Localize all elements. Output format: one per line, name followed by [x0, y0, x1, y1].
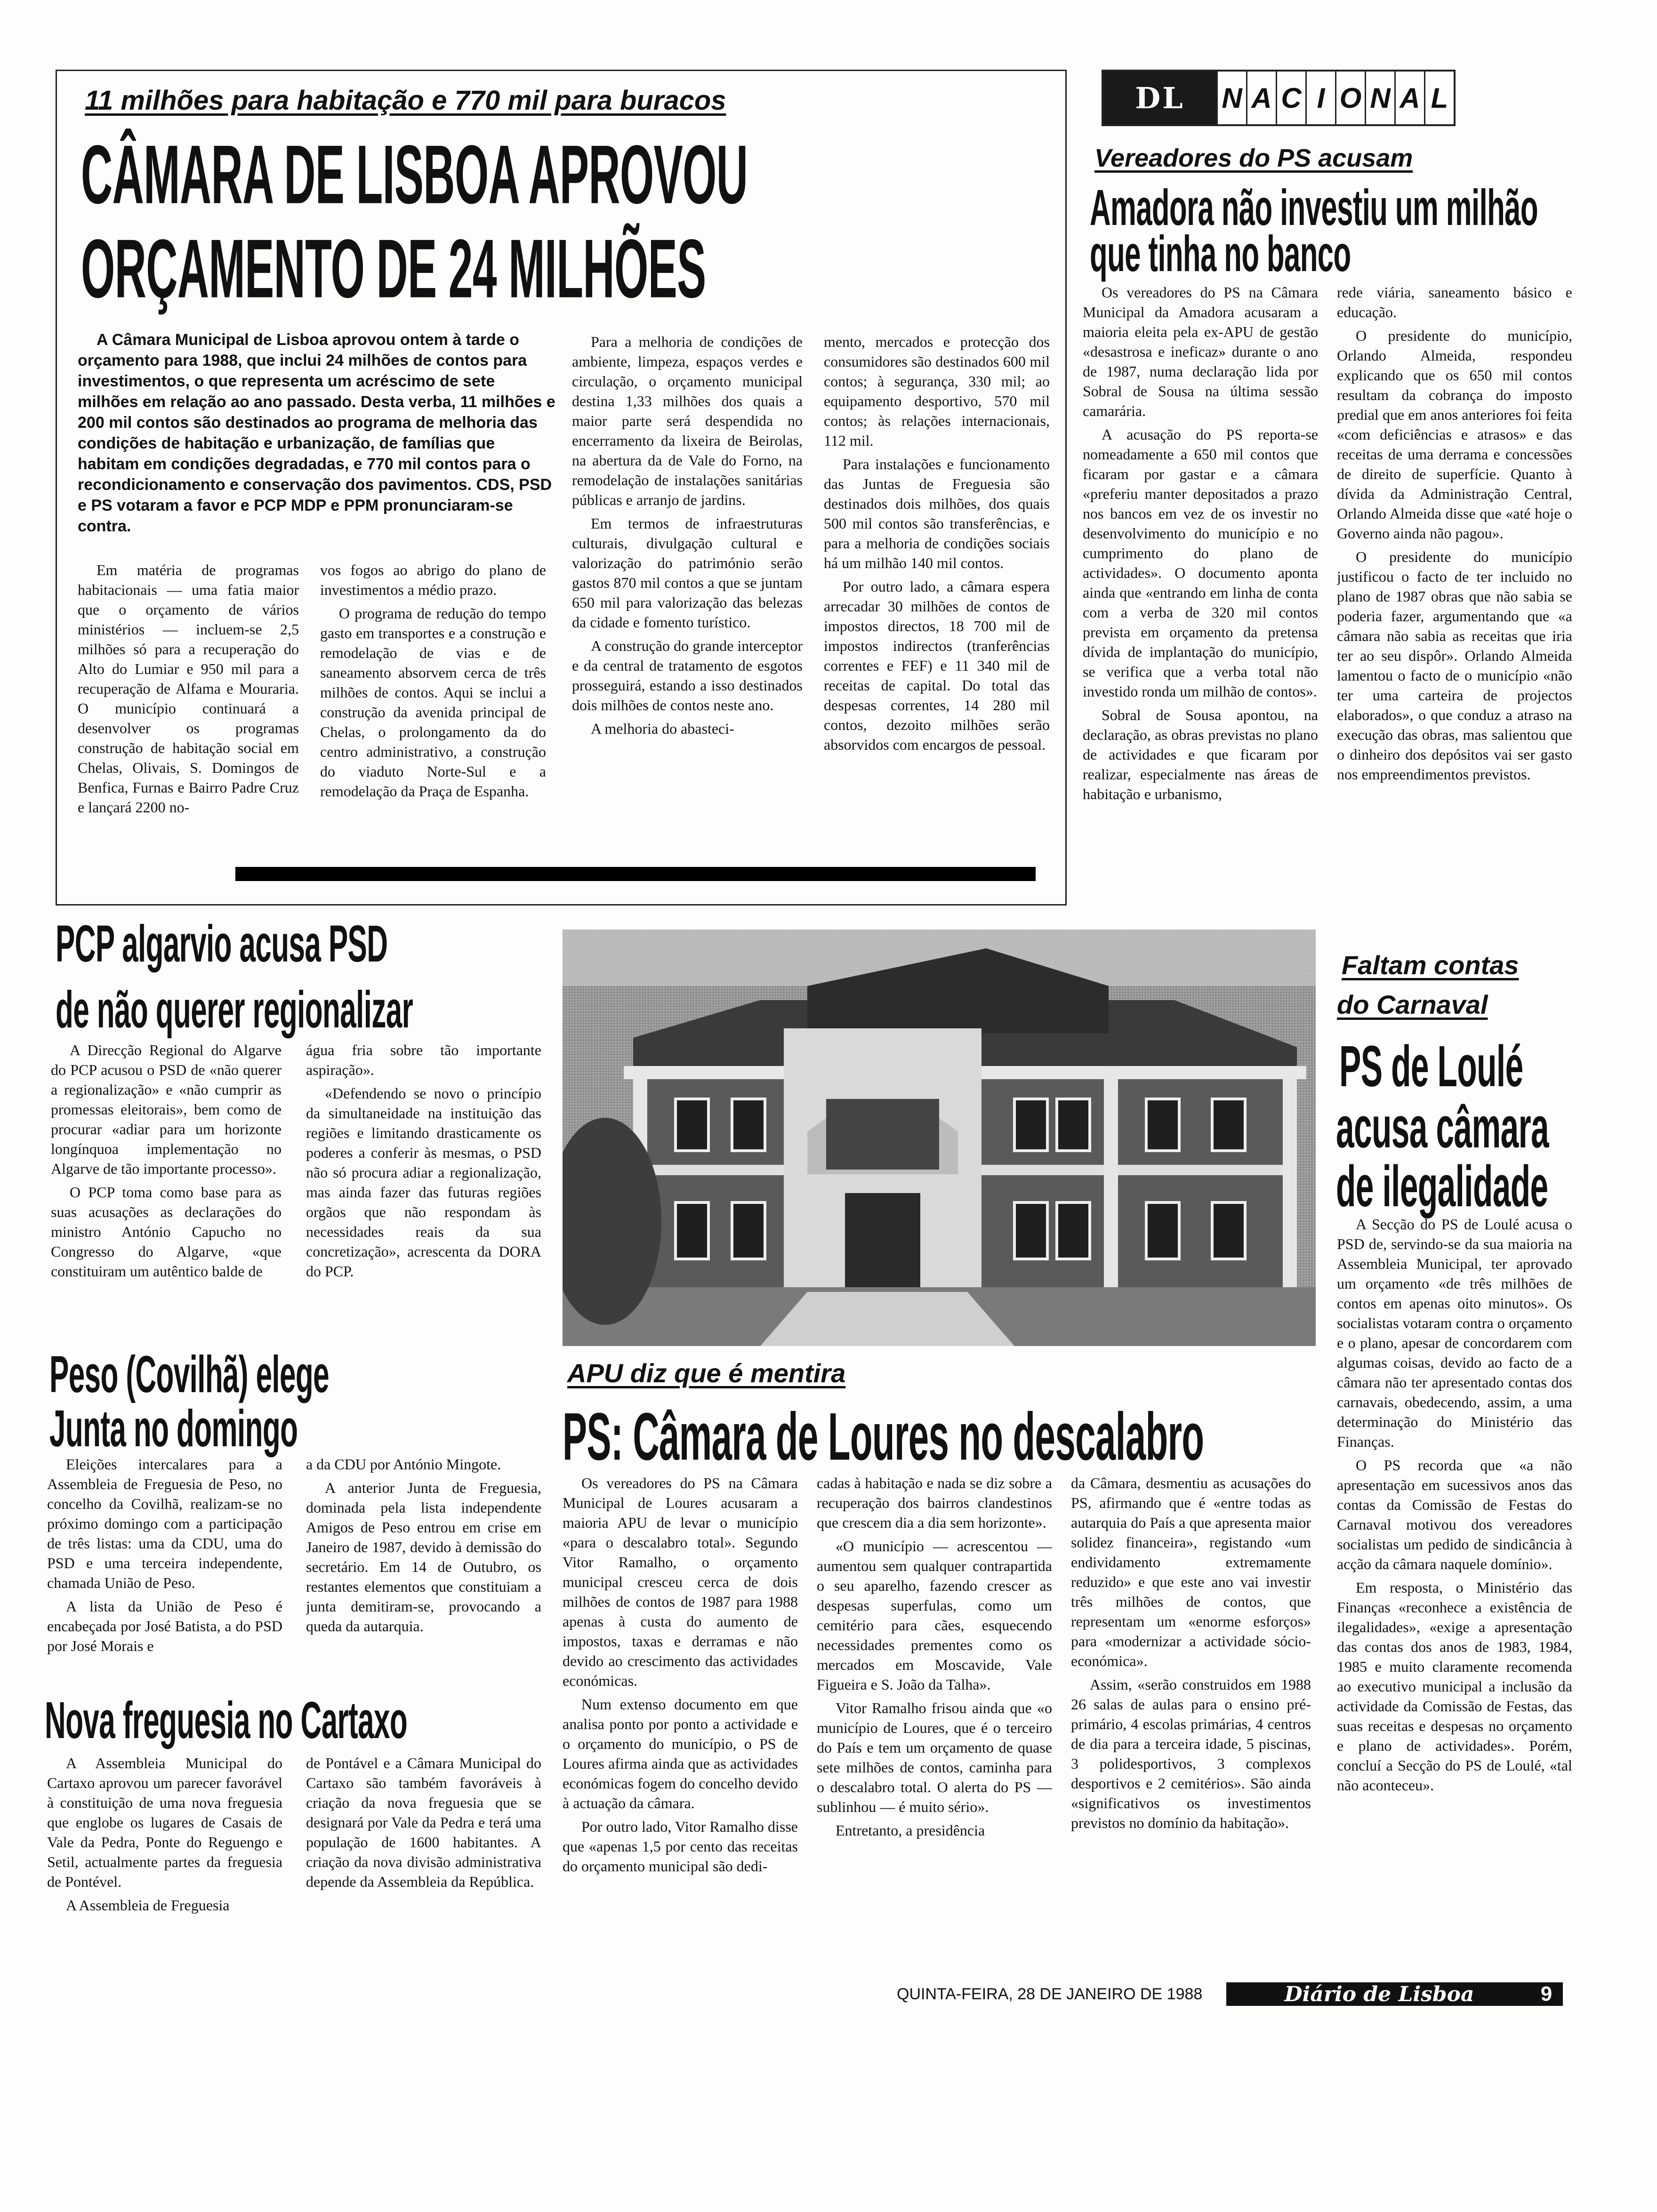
loures-col1-p1: Os vereadores do PS na Câmara Municipal de Loures acusaram a maioria APU de levar o município «para o descalabro total». Segundo Vitor Ramalho, o orçamento municipal cresceu cerca de dois milhões de contos de 1987 para 1988 apenas à custa do aumento de impostos, taxas e derramas e não devido ao crescimento das actividades económicas. [563, 1475, 798, 1689]
loule-headline-line1: PS de Loulé [1339, 1034, 1523, 1099]
covilha-column-1 [47, 1454, 282, 1685]
section-letter: O [1335, 72, 1365, 124]
covilha-col2-p2: A anterior Junta de Freguesia, dominada pela lista independente Amigos de Peso entrou em crise em Janeiro de 1987, devido à demissão do secretário. Em 14 de Outubro, os restantes elementos que constituiam a junta demitiram-se, provocando a queda da autarquia. [306, 1479, 541, 1635]
lisboa-col3-p2: Em termos de infraestruturas culturais, divulgação cultural e valorização do património serão gastos 870 mil contos a que se juntam 650 mil para valorização das belezas da cidade e fomento turístico. [572, 515, 803, 631]
section-name [1216, 72, 1454, 124]
covilha-col1-p1: Eleições intercalares para a Assembleia de Freguesia de Peso, no concelho da Covilhã, realizam-se no próximo domingo com a participação de três listas: uma da CDU, uma do PSD e uma terceira independente, chamada União de Peso. [47, 1456, 282, 1591]
footer-date: QUINTA-FEIRA, 28 DE JANEIRO DE 1988 [897, 1985, 1203, 2003]
loures-column-1 [563, 1473, 798, 1972]
lisboa-lead [78, 329, 558, 551]
loures-col2-p3: Vitor Ramalho frisou ainda que «o município de Loures, que é o terceiro do País e tem um orçamento de quase sete milhões de contos, caminha para o descalabro total. O alerta do PS — sublinhou — é muito sério». [817, 1699, 1052, 1815]
pcp-column-2 [306, 1040, 541, 1346]
amadora-col1-p2: A acusação do PS reporta-se nomeadamente a 650 mil contos que ficaram por gastar e a câmara «preferiu manter depositados a prazo nos bancos em vez de os investir no desenvolvimento do município e no cumprimento do plano de actividades». O documento aponta ainda que «entrando em linha de conta com a verba de 320 mil contos prevista em orçamento da pretensa dívida de implantação do município, se verifica que a verba total não investido ronda um milhão de contos». [1083, 426, 1318, 700]
lisboa-column-3 [572, 332, 803, 861]
lisboa-col4-p3: Por outro lado, a câmara espera arrecadar 30 milhões de contos de impostos directos, 18 700 mil de impostos indirectos (tranferências correntes e FEF) e 11 340 mil de receitas de capital. Do total das despesas correntes, 14 280 mil contos, dezoito milhões serão absorvidos com encargos de pessoal. [824, 578, 1050, 753]
loures-headline: PS: Câmara de Loures no descalabro [563, 1398, 1204, 1475]
loule-column [1337, 1214, 1572, 1972]
newspaper-logo: DL [1103, 72, 1216, 124]
pcp-col2-p1: água fria sobre tão importante aspiração». [306, 1042, 541, 1078]
section-header [1102, 70, 1456, 126]
loures-col2-p1: cadas à habitação e nada se diz sobre a recuperação dos bairros clandestinos que crescem dia a dia sem horizonte». [817, 1475, 1052, 1531]
lisboa-headline-line2: ORÇAMENTO DE 24 MILHÕES [81, 222, 706, 315]
loures-kicker: APU diz que é mentira [567, 1358, 846, 1388]
cartaxo-column-1 [47, 1753, 282, 1970]
pcp-headline-line1: PCP algarvio acusa PSD [56, 914, 388, 973]
lisboa-bottom-bar [235, 867, 1036, 881]
lisboa-headline-line1: CÂMARA DE LISBOA APROVOU [81, 128, 748, 221]
amadora-col2-p1: rede viária, saneamento básico e educação. [1337, 284, 1572, 321]
covilha-column-2 [306, 1454, 541, 1685]
section-letter: I [1305, 72, 1335, 124]
loures-building-photo [563, 930, 1316, 1346]
lisboa-col1-p1: Em matéria de programas habitacionais — uma fatia maior que o orçamento de vários ministérios — incluem-se 2,5 milhões só para a recuperação do Alto do Lumiar e 950 mil para a recuperação de Alfama e Mouraria. O município continuará a desenvolver os programas construção de habitação social em Chelas, Olivais, S. Domingos de Benfica, Furnas e Bairro Padre Cruz e lançará 2200 no- [78, 561, 299, 816]
covilha-headline-line2: Junta no domingo [49, 1399, 298, 1458]
amadora-kicker: Vereadores do PS acusam [1094, 144, 1413, 172]
lisboa-col3-p3: A construção do grande interceptor e da central de tratamento de esgotos prosseguirá, estando a isso destinados dois milhões de contos neste ano. [572, 637, 803, 713]
loule-kicker-line2: do Carnaval [1337, 990, 1488, 1019]
pcp-col1-p2: O PCP toma como base para as suas acusações as declarações do ministro António Capucho no Congresso do Algarve, «que constituiram um autêntico balde de [51, 1184, 282, 1280]
covilha-col2-p1: a da CDU por António Mingote. [306, 1456, 501, 1473]
lisboa-col2-p1: vos fogos ao abrigo do plano de investimentos a médio prazo. [320, 561, 546, 598]
cartaxo-col1-p1: A Assembleia Municipal do Cartaxo aprovou um parecer favorável à constituição de uma nova freguesia que englobe os lugares de Casais de Vale da Pedra, Ponte do Reguengo e Setil, actualmente partes da freguesia de Pontével. [47, 1755, 282, 1890]
loures-col2-p4: Entretanto, a presidência [836, 1822, 985, 1839]
loule-p3: Em resposta, o Ministério das Finanças «reconhece a existência de ilegalidades», «exige a apresentação das contas dos anos de 1983, 1984, 1985 e muito claramente recomenda ao executivo municipal a inclusão da actividade da Comissão de Festas, das suas receitas e despesas no orçamento e plano de actividades». Porém, concluí a Secção do PS de Loulé, «tal não aconteceu». [1337, 1579, 1572, 1794]
lisboa-column-1 [78, 560, 299, 861]
section-letter: N [1365, 72, 1394, 124]
loures-col3-p2: Assim, «serão construidos em 1988 26 salas de aulas para o ensino pré-primário, 4 escolas primárias, 4 centros de dia para a terceira idade, 5 piscinas, 3 polidesportivos, 3 complexos desportivos e 2 cemitérios». São ainda «significativos os investimentos previstos no domínio da habitação». [1071, 1676, 1311, 1831]
section-letter: N [1216, 72, 1246, 124]
loures-column-3 [1071, 1473, 1311, 1972]
covilha-col1-p2: A lista da União de Peso é encabeçada por José Batista, a do PSD por José Morais e [47, 1598, 282, 1654]
footer-newspaper-name: Diário de Lisboa [1226, 1982, 1532, 2006]
loures-column-2 [817, 1473, 1052, 1972]
amadora-column-2 [1337, 282, 1572, 927]
section-letter: A [1394, 72, 1424, 124]
lisboa-col3-p4: A melhoria do abasteci- [591, 720, 734, 737]
loule-headline-line3: de ilegalidade [1336, 1154, 1548, 1219]
cartaxo-headline: Nova freguesia no Cartaxo [45, 1691, 408, 1750]
lisboa-col2-p2: O programa de redução do tempo gasto em transportes e a construção e remodelação de vias e de saneamento absorvem cerca de três milhões de contos. Aqui se inclui a construção da avenida principal de Chelas, o prolongamento da do centro administrativo, a construção do viaduto Norte-Sul e a remodelação da Praça de Espanha. [320, 605, 546, 800]
amadora-headline-line2: que tinha no banco [1090, 225, 1351, 282]
cartaxo-col2-p1: de Pontável e a Câmara Municipal do Cartaxo são também favoráveis à criação da nova freguesia que se designará por Vale da Pedra e terá uma população de 1600 habitantes. A criação da nova divisão administrativa depende da Assembleia da República. [306, 1755, 541, 1890]
lisboa-column-2 [320, 560, 546, 861]
loures-col1-p3: Por outro lado, Vitor Ramalho disse que «apenas 1,5 por cento das receitas do orçamento municipal são dedi- [563, 1818, 798, 1875]
loule-p1: A Secção do PS de Loulé acusa o PSD de, servindo-se da sua maioria na Assembleia Municipal, ter aprovado um orçamento «de três milhões de contos em apenas oito minutos». Os socialistas votaram contra o orçamento e o plano, apesar de concordarem com algumas coisas, devido ao facto de a câmara não ter apresentado contas dos carnavais, obedecendo, assim, a uma determinação do Ministério das Finanças. [1337, 1216, 1572, 1450]
section-letter: C [1276, 72, 1305, 124]
lisboa-col4-p2: Para instalações e funcionamento das Juntas de Freguesia são destinados dois milhões, dos quais 500 mil contos são transferências, e para a melhoria de condições sociais há um milhão 140 mil contos. [824, 456, 1050, 571]
section-letter: L [1424, 72, 1454, 124]
lisboa-col4-p1: mento, mercados e protecção dos consumidores são destinados 600 mil contos; à segurança, 330 mil; ao equipamento desportivo, 570 mil contos; às relações internacionais, 112 mil. [824, 333, 1050, 449]
lisboa-col3-p1: Para a melhoria de condições de ambiente, limpeza, espaços verdes e circulação, o orçamento municipal destina 1,33 milhões dos quais a maior parte será despendida no encerramento da lixeira de Beirolas, na abertura da de Vale do Forno, na remodelação de instalações sanitárias públicas e arranjo de jardins. [572, 333, 803, 508]
amadora-col2-p3: O presidente do município justificou o facto de ter incluido no plano de 1987 obras que não sabia se poderia fazer, argumentando que «a câmara não sabia as receitas que iria ter ao seu dispôr». Orlando Almeida lamentou o facto de o município «não ter uma carteira de projectos elaborados», o que conduz a atraso na execução das obras, mas salientou que o dinheiro dos depósitos vai ser gasto nos empreendimentos previstos. [1337, 548, 1572, 783]
cartaxo-col1-p2: A Assembleia de Freguesia [66, 1897, 230, 1914]
lisboa-kicker: 11 milhões para habitação e 770 mil para buracos [85, 85, 726, 116]
covilha-headline-line1: Peso (Covilhã) elege [49, 1345, 330, 1404]
page-number: 9 [1530, 1982, 1563, 2006]
section-letter: A [1246, 72, 1276, 124]
pcp-col1-p1: A Direcção Regional do Algarve do PCP acusou o PSD de «não querer a regionalização» e «não cumprir as promessas eleitorais», bem como de procurar «adiar para um horizonte longínquoa implementação no Algarve de tão importante processo». [51, 1042, 282, 1177]
lisboa-column-4 [824, 332, 1050, 861]
building-illustration [563, 930, 1316, 1346]
amadora-column-1 [1083, 282, 1318, 927]
loule-p2: O PS recorda que «a não apresentação em sucessivos anos das contas da Comissão de Festas do Carnaval motivou dos vereadores socialistas um pedido de sindicância à acção da câmara naquele domínio». [1337, 1457, 1572, 1572]
loule-headline-line2: acusa câmara [1336, 1095, 1549, 1160]
pcp-column-1 [51, 1040, 282, 1346]
loule-kicker-line1: Faltam contas [1342, 950, 1519, 980]
pcp-col2-p2: «Defendendo se novo o princípio da simultaneidade na instituição das regiões e limitando drasticamente os poderes a conferir às mesmas, o PSD não só procura adiar a regionalização, mas ainda fazer das futuras regiões orgãos que não respondam às necessidades reais da sua concretização», acrescenta da DORA do PCP. [306, 1085, 541, 1280]
pcp-headline-line2: de não querer regionalizar [56, 980, 413, 1039]
loures-col2-p2: «O município — acrescentou — aumentou sem qualquer contrapartida o seu aparelho, fazendo crescer as despesas superfulas, como um cemitério para cães, esquecendo necessidades prementes como os mercados em Moscavide, Vale Figueira e S. João da Talha». [817, 1538, 1052, 1693]
loures-col1-p2: Num extenso documento em que analisa ponto por ponto a actividade e o orçamento do município, o PS de Loures afirma ainda que as actividades económicas fogem do concelho devido à actuação da câmara. [563, 1696, 798, 1811]
amadora-col1-p3: Sobral de Sousa apontou, na declaração, as obras previstas no plano de actividades e que ficaram por realizar, especialmente nas áreas de habitação e urbanismo, [1083, 706, 1318, 802]
lisboa-lead-text: A Câmara Municipal de Lisboa aprovou ontem à tarde o orçamento para 1988, que inclui 24 milhões de contos para investimentos, o que representa um acréscimo de sete milhões em relação ao ano passado. Desta verba, 11 milhões e 200 mil contos são destinados ao programa de melhoria das condições de habitação e urbanização, de famílias que habitam em condições degradadas, e 770 mil contos para o recondicionamento e conservação dos pavimentos. CDS, PSD e PS votaram a favor e PCP MDP e PPM pronunciaram-se contra. [78, 331, 555, 535]
cartaxo-column-2 [306, 1753, 541, 1970]
amadora-col2-p2: O presidente do município, Orlando Almeida, respondeu explicando que os 650 mil contos resultam da cobrança do imposto predial que em anos anteriores foi feita «com deficiências e atrasos» e das receitas de uma derrama e concessões de direito de superfície. Quanto à dívida da Administração Central, Orlando Almeida disse que «até hoje o Governo ainda não pagou». [1337, 327, 1572, 542]
amadora-headline-line1: Amadora não investiu um milhão [1090, 179, 1538, 236]
amadora-col1-p1: Os vereadores do PS na Câmara Municipal da Amadora acusaram a maioria eleita pela ex-APU de gestão «desastrosa e ineficaz» durante o ano de 1987, numa declaração lida por Sobral de Sousa na última sessão camarária. [1083, 284, 1318, 419]
loures-col3-p1: da Câmara, desmentiu as acusações do PS, afirmando que é «entre todas as autarquia do País a que apresenta maior solidez financeira», registando «um endividamento extremamente reduzido» e que este ano vai investir três milhões de contos, que representam um «enorme esforços» para «modernizar a actividade sócio-económica». [1071, 1475, 1311, 1669]
